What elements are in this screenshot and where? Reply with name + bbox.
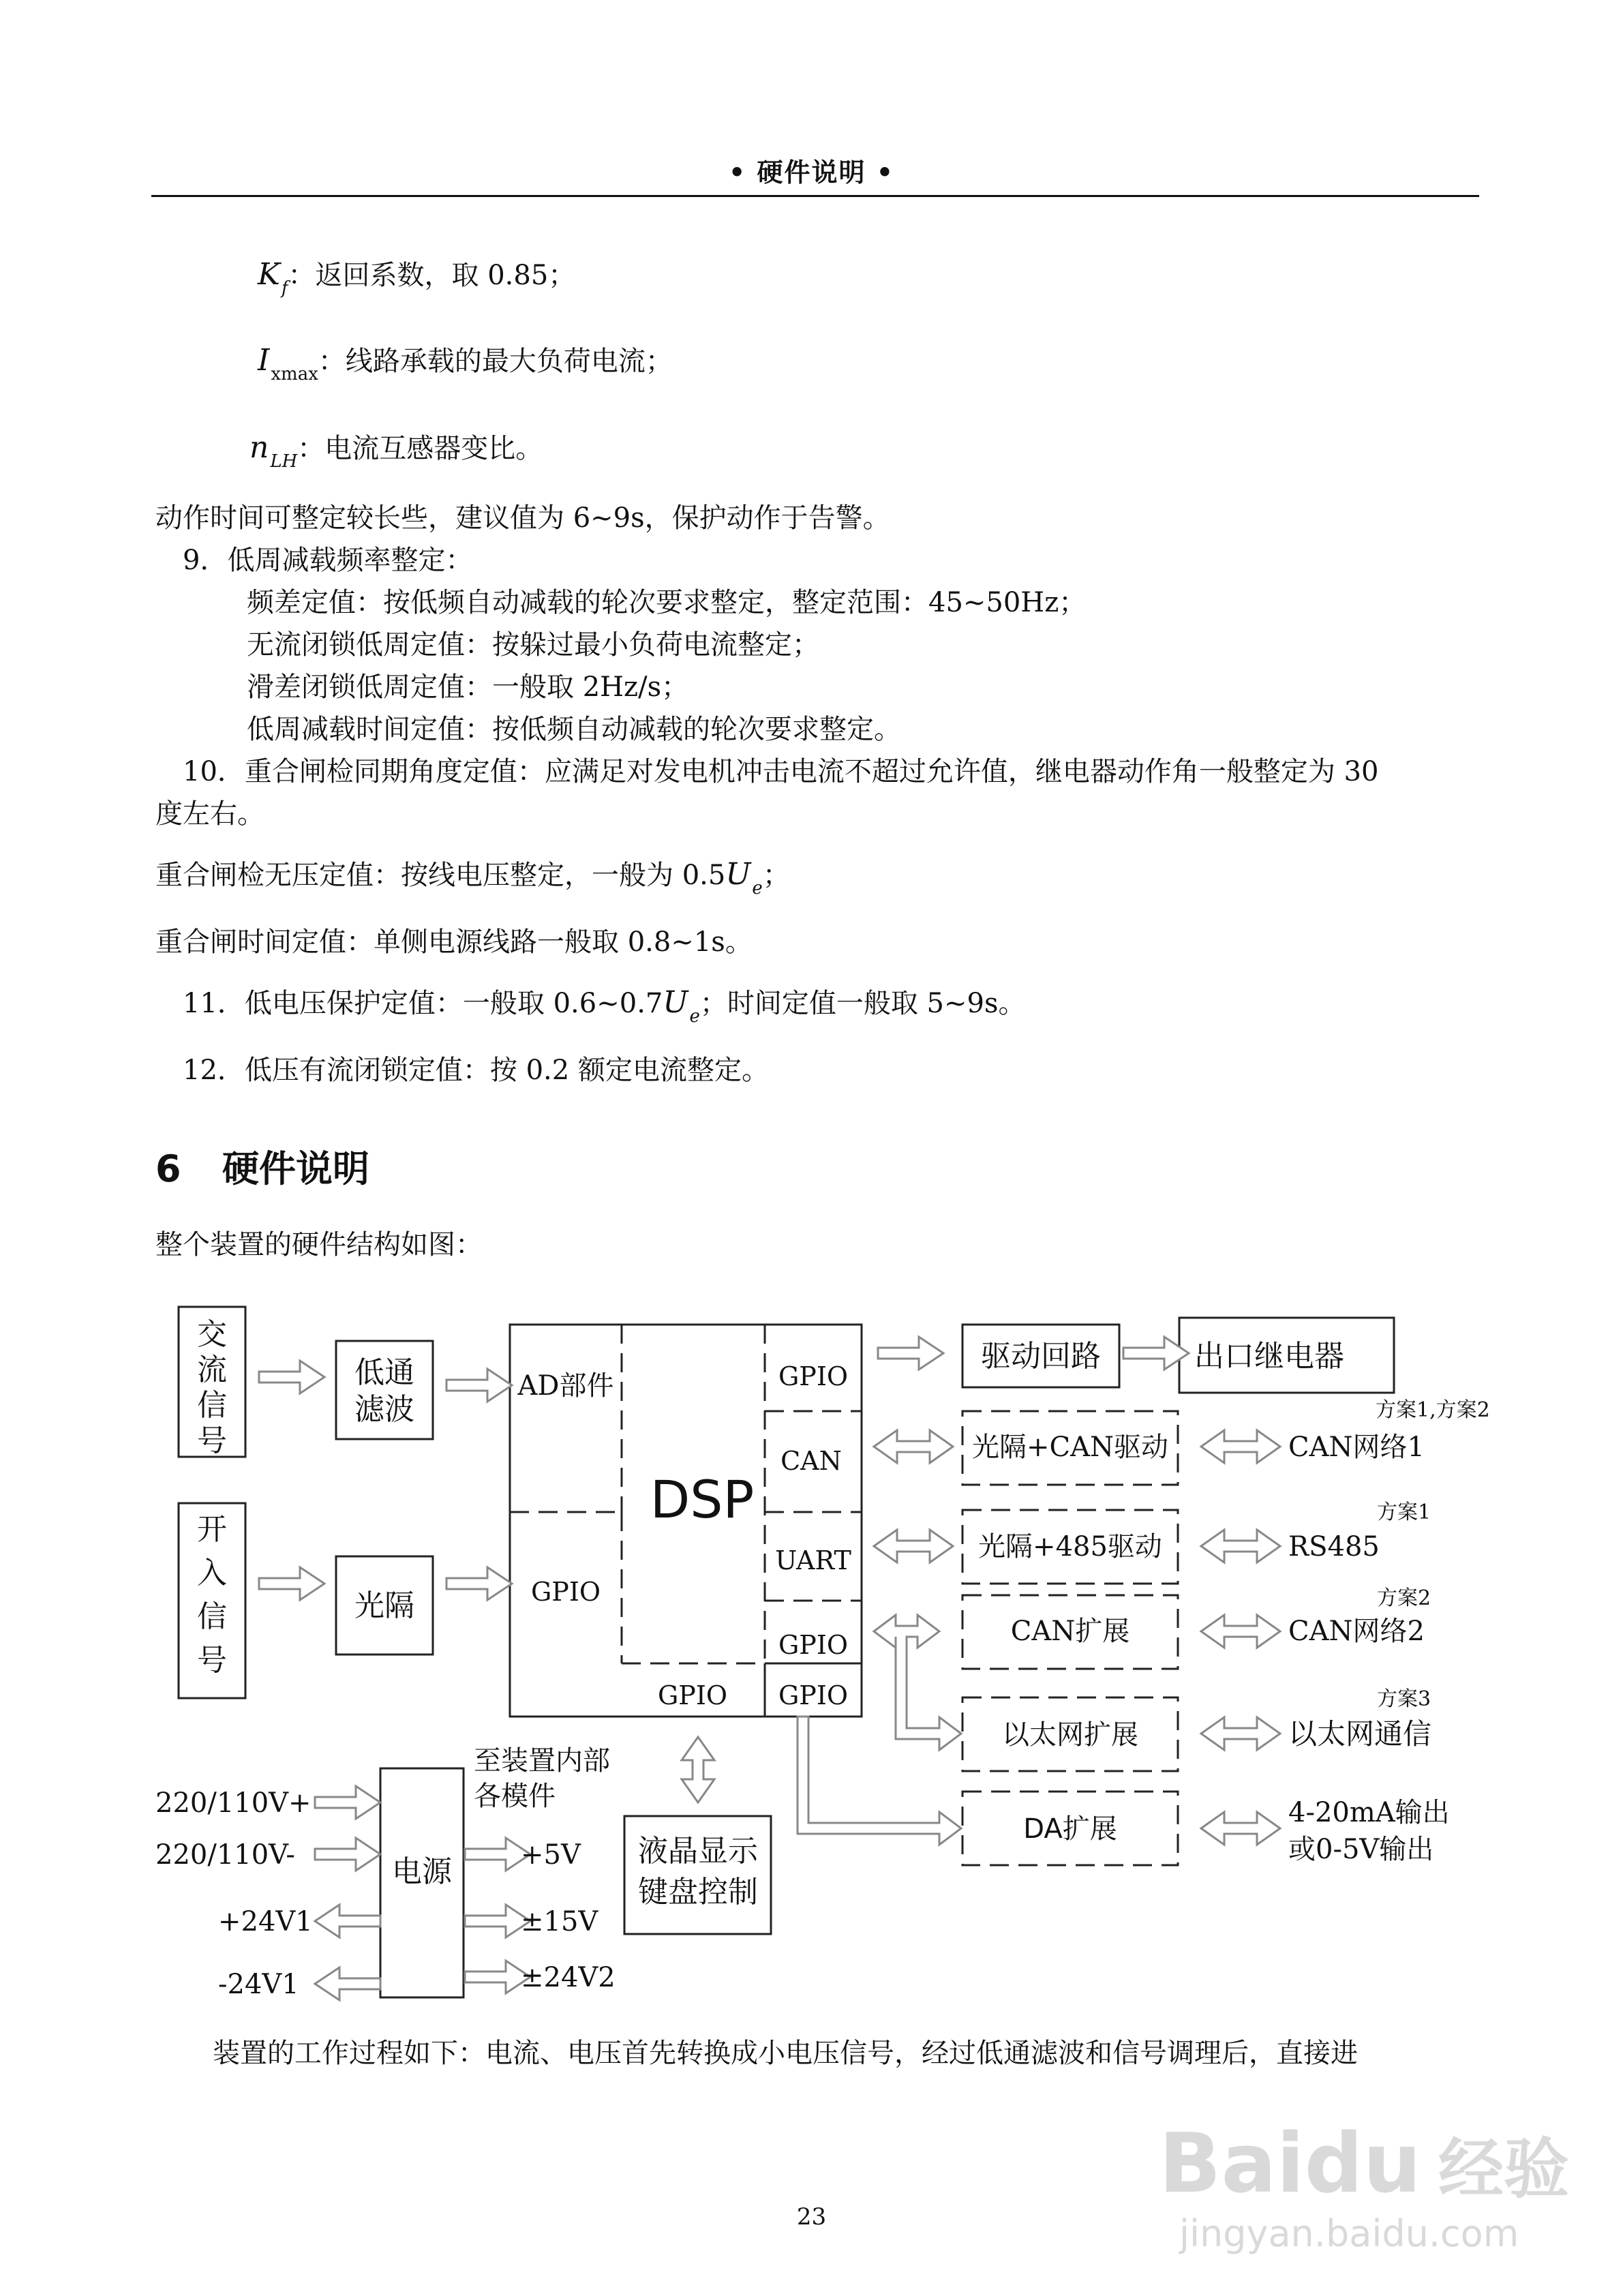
gpio-ext-connector	[874, 1615, 961, 1750]
analog-out-label: 或0-5V输出	[1288, 1834, 1434, 1865]
arrow-can-bidir	[874, 1430, 953, 1463]
arrow-gpio-to-drive	[878, 1337, 943, 1370]
item-12: 12．低压有流闭锁定值：按 0.2 额定电流整定。	[183, 1055, 769, 1086]
def-nlh-sub: LH	[270, 451, 298, 472]
def-kf-text: ：返回系数，取 0.85；	[288, 260, 576, 291]
watermark-brand-cn: 经验	[1438, 2131, 1569, 2207]
eth-ext-label: 以太网扩展	[1002, 1719, 1138, 1751]
arrow-24v1-minus	[315, 1967, 380, 2000]
page-header-title: • 硬件说明 •	[728, 157, 895, 187]
analog-out-label: 4-20mA输出	[1288, 1797, 1450, 1828]
v24-2-label: ±24V2	[521, 1962, 616, 1993]
to-modules-label: 至装置内部	[474, 1745, 610, 1777]
rs485-label: RS485	[1288, 1531, 1380, 1562]
arrow-rs485-bidir	[1201, 1530, 1280, 1562]
ue-symbol: U	[725, 857, 751, 892]
item-10-heading: 10．重合闸检同期角度定值：应满足对发电机冲击电流不超过允许值，继电器动作角一般整定为 30	[183, 756, 1379, 787]
def-ixmax-sub: xmax	[271, 364, 318, 384]
di-signal-char: 入	[197, 1556, 227, 1590]
def-kf-symbol: K	[258, 257, 280, 292]
scheme-label: 方案1,方案2	[1376, 1398, 1490, 1422]
arrow-di-to-opto	[259, 1567, 324, 1600]
section-title: 硬件说明	[222, 1147, 369, 1190]
can-net2-label: CAN网络2	[1288, 1616, 1425, 1647]
v15-label: ±15V	[521, 1906, 598, 1937]
arrow-uart-bidir	[874, 1530, 953, 1562]
def-ixmax-text: ：线路承载的最大负荷电流；	[318, 346, 673, 377]
page-number: 23	[796, 2203, 827, 2231]
dsp-label: DSP	[650, 1469, 755, 1530]
def-nlh-text: ：电流互感器变比。	[297, 433, 543, 464]
opto-485-label: 光隔+485驱动	[978, 1531, 1162, 1562]
scheme-label: 方案2	[1377, 1586, 1431, 1610]
uart-label: UART	[775, 1545, 851, 1575]
arrow-ac-to-filter	[259, 1361, 324, 1393]
watermark-url: jingyan.baidu.com	[1179, 2212, 1519, 2255]
lowpass-label: 低通	[354, 1355, 414, 1390]
di-signal-char: 信	[197, 1599, 227, 1634]
def-nlh-symbol: n	[249, 430, 269, 465]
v24-minus-label: -24V1	[218, 1969, 299, 2000]
ac-signal-char: 流	[197, 1353, 227, 1387]
ad-label: AD部件	[517, 1370, 614, 1402]
arrow-dsp-lcd-bidir	[682, 1737, 714, 1802]
ue-symbol: U	[663, 985, 688, 1020]
di-signal-char: 号	[197, 1643, 227, 1678]
arrow-filter-to-ad	[446, 1369, 512, 1402]
arrow-v-in-plus	[315, 1786, 380, 1819]
optocoupler-label: 光隔	[354, 1588, 414, 1623]
baidu-jingyan-watermark	[1152, 2110, 1588, 2260]
v24-plus-label: +24V1	[218, 1906, 313, 1937]
ac-signal-char: 信	[197, 1388, 227, 1423]
drive-circuit-label: 驱动回路	[981, 1339, 1101, 1374]
closing-paragraph: 装置的工作过程如下：电流、电压首先转换成小电压信号，经过低通滤波和信号调理后，直接进	[213, 2038, 1358, 2069]
can-net1-label: CAN网络1	[1288, 1432, 1425, 1463]
text: ；时间定值一般取 5~9s。	[699, 988, 1026, 1019]
gpio-label: GPIO	[657, 1680, 728, 1710]
paragraph: 动作时间可整定较长些，建议值为 6~9s，保护动作于告警。	[155, 502, 890, 534]
da-ext-label: DA扩展	[1023, 1813, 1117, 1845]
def-ixmax-symbol: I	[258, 343, 270, 378]
arrow-can-net1-bidir	[1201, 1430, 1280, 1463]
text: 11．低电压保护定值：一般取 0.6~0.7	[183, 988, 663, 1019]
paragraph: 无流闭锁低周定值：按躲过最小负荷电流整定；	[247, 629, 819, 661]
item-9-heading: 9．低周减载频率整定：	[183, 545, 473, 576]
def-kf-sub: f	[281, 278, 288, 299]
v-in-minus-label: 220/110V-	[155, 1839, 295, 1871]
section-number: 6	[155, 1147, 181, 1190]
arrow-opto-to-gpio	[446, 1567, 512, 1600]
gpio-label: GPIO	[778, 1630, 849, 1660]
can-ext-label: CAN扩展	[1010, 1616, 1130, 1647]
di-signal-char: 开	[197, 1512, 227, 1547]
scheme-label: 方案1	[1377, 1500, 1431, 1524]
paragraph: 滑差闭锁低周定值：一般取 2Hz/s；	[247, 671, 689, 703]
paragraph: 频差定值：按低频自动减载的轮次要求整定，整定范围：45~50Hz；	[247, 587, 1087, 618]
v5-label: +5V	[521, 1839, 581, 1871]
to-modules-label: 各模件	[474, 1781, 556, 1812]
ac-signal-char: 号	[197, 1423, 227, 1458]
lowpass-label: 滤波	[354, 1392, 414, 1427]
lcd-label: 液晶显示	[638, 1834, 758, 1869]
gpio-label: GPIO	[530, 1577, 601, 1607]
text: ；	[762, 860, 790, 891]
output-relay-label: 出口继电器	[1194, 1339, 1344, 1374]
paragraph: 低周减载时间定值：按低频自动减载的轮次要求整定。	[247, 714, 901, 745]
opto-can-label: 光隔+CAN驱动	[971, 1432, 1169, 1463]
lcd-label: 键盘控制	[638, 1875, 758, 1909]
arrow-v-in-minus	[315, 1838, 380, 1871]
arrow-eth-bidir	[1201, 1717, 1280, 1750]
arrow-can-net2-bidir	[1201, 1615, 1280, 1648]
gpio-label: GPIO	[778, 1361, 849, 1391]
v-in-plus-label: 220/110V+	[155, 1787, 312, 1819]
scheme-label: 方案3	[1377, 1687, 1431, 1711]
gpio-label: GPIO	[778, 1680, 849, 1710]
ue-sub: e	[752, 878, 763, 898]
intro-text: 整个装置的硬件结构如图：	[155, 1229, 483, 1260]
text: 重合闸检无压定值：按线电压整定，一般为 0.5	[155, 860, 726, 891]
paragraph: 重合闸时间定值：单侧电源线路一般取 0.8~1s。	[155, 926, 753, 958]
arrow-da-out-bidir	[1201, 1812, 1280, 1845]
paragraph: 度左右。	[155, 798, 264, 830]
can-label: CAN	[780, 1446, 842, 1476]
watermark-brand: Baidu	[1159, 2117, 1421, 2211]
ac-signal-char: 交	[197, 1317, 227, 1352]
power-label: 电源	[392, 1854, 452, 1889]
eth-comm-label: 以太网通信	[1288, 1717, 1432, 1751]
arrow-24v1-plus	[315, 1905, 380, 1937]
ue-sub: e	[689, 1006, 700, 1027]
